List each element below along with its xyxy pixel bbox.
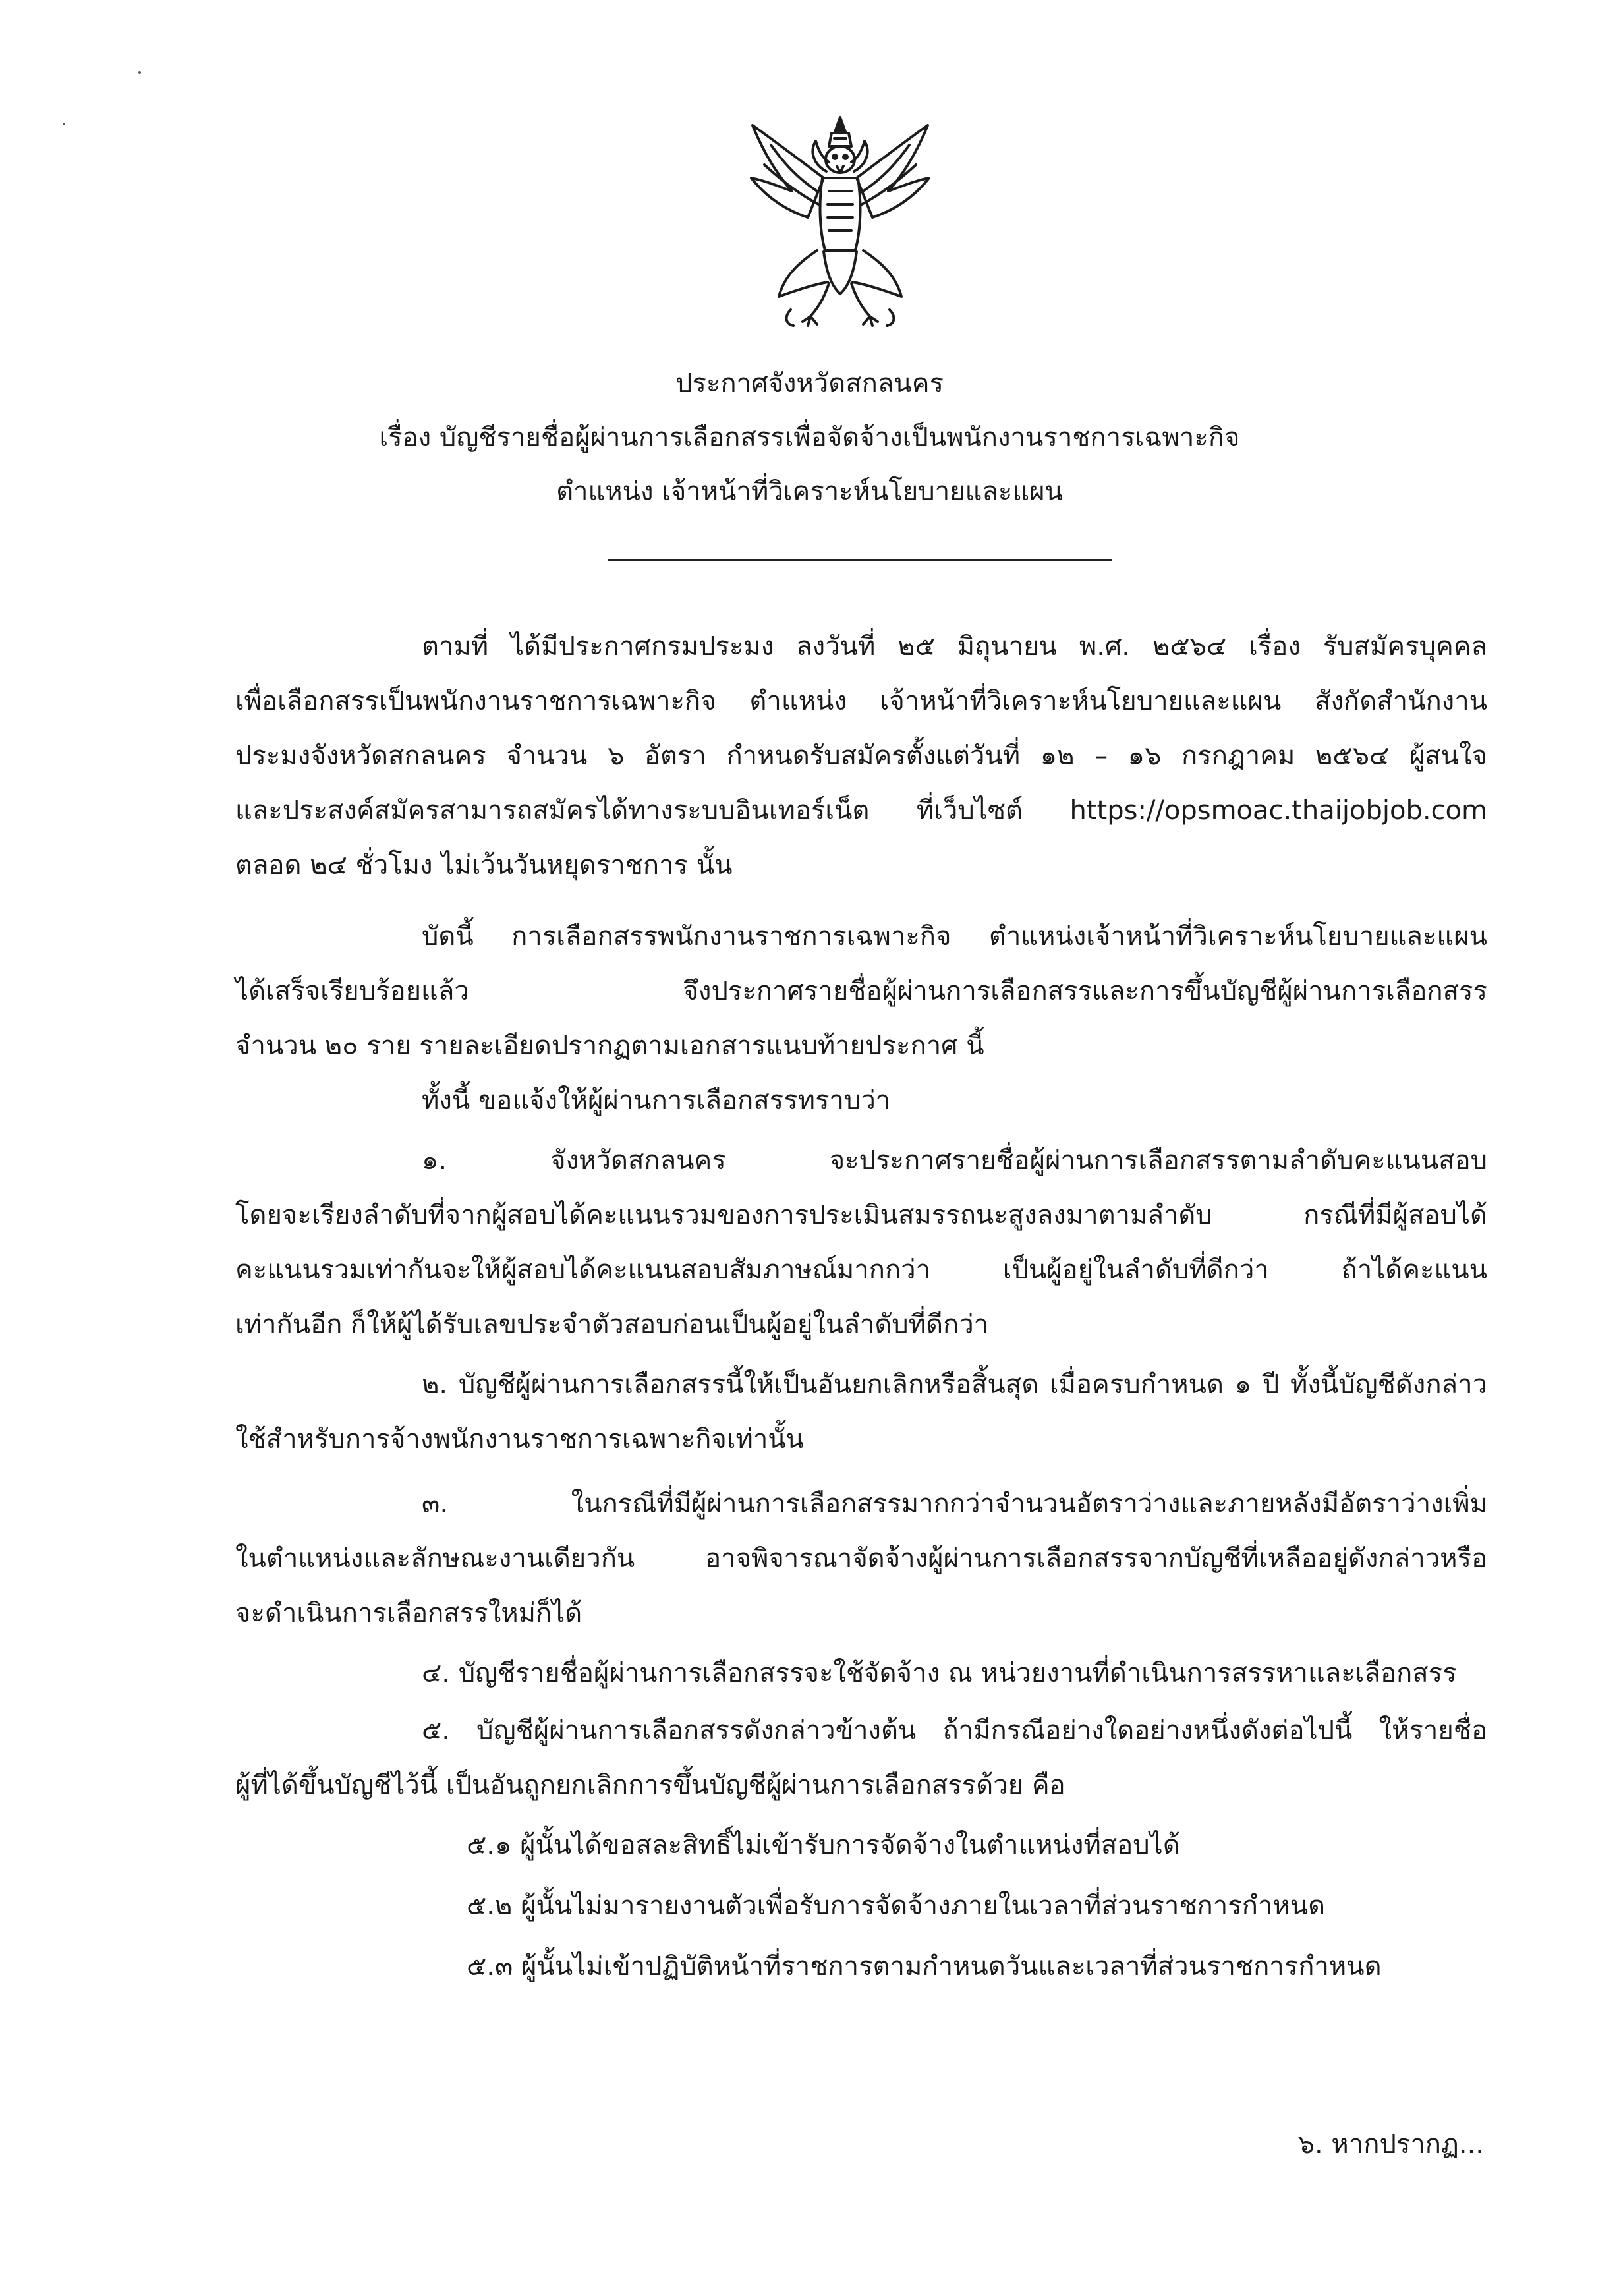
paragraph-1-line: เพื่อเลือกสรรเป็นพนักงานราชการเฉพาะกิจ ตำแหน่ง เจ้าหน้าที่วิเคราะห์นโยบายและแผน สังกัดสำนักงาน [235,686,1487,716]
paragraph-1-line: ตามที่ ได้มีประกาศกรมประมง ลงวันที่ ๒๕ มิถุนายน พ.ศ. ๒๕๖๔ เรื่อง รับสมัครบุคคล [422,631,1487,662]
paragraph-3: ทั้งนี้ ขอแจ้งให้ผู้ผ่านการเลือกสรรทราบว่า [422,1085,891,1116]
item-5-line: ๕. บัญชีผู้ผ่านการเลือกสรรดังกล่าวข้างต้น ถ้ามีกรณีอย่างใดอย่างหนึ่งดังต่อไปนี้ ให้รายชื่อ [422,1715,1487,1746]
item-1-line: คะแนนรวมเท่ากันจะให้ผู้สอบได้คะแนนสอบสัมภาษณ์มากกว่า เป็นผู้อยู่ในลำดับที่ดีกว่า ถ้าได้คะแนน [235,1255,1487,1285]
paragraph-2-line: จำนวน ๒๐ ราย รายละเอียดปรากฏตามเอกสารแนบท้ายประกาศ นี้ [235,1031,984,1061]
scan-speck [63,123,65,125]
paragraph-1-line: และประสงค์สมัครสามารถสมัครได้ทางระบบอินเทอร์เน็ต ที่เว็บไซต์ https://opsmoac.thaijobjob.com [235,795,1487,826]
announcement-position: ตำแหน่ง เจ้าหน้าที่วิเคราะห์นโยบายและแผน [556,476,1063,507]
item-3-line: จะดำเนินการเลือกสรรใหม่ก็ได้ [235,1598,582,1628]
sub-item-5-1: ๕.๑ ผู้นั้นได้ขอสละสิทธิ์ไม่เข้ารับการจัดจ้างในตำแหน่งที่สอบได้ [467,1830,1180,1860]
announcement-title: ประกาศจังหวัดสกลนคร [675,368,944,399]
scan-speck [138,71,141,74]
paragraph-1-line: ตลอด ๒๔ ชั่วโมง ไม่เว้นวันหยุดราชการ นั้น [235,850,733,880]
item-4: ๔. บัญชีรายชื่อผู้ผ่านการเลือกสรรจะใช้จัดจ้าง ณ หน่วยงานที่ดำเนินการสรรหาและเลือกสรร [422,1658,1457,1688]
item-1-line: โดยจะเรียงลำดับที่จากผู้สอบได้คะแนนรวมของการประเมินสมรรถนะสูงลงมาตามลำดับ กรณีที่มีผู้สอบได้ [235,1200,1487,1230]
item-3-line: ในตำแหน่งและลักษณะงานเดียวกัน อาจพิจารณาจัดจ้างผู้ผ่านการเลือกสรรจากบัญชีที่เหลืออยู่ดังกล่าวหรือ [235,1543,1487,1574]
item-1-line: เท่ากันอีก ก็ให้ผู้ได้รับเลขประจำตัวสอบก่อนเป็นผู้อยู่ในลำดับที่ดีกว่า [235,1309,989,1340]
item-3-line: ๓. ในกรณีที่มีผู้ผ่านการเลือกสรรมากกว่าจำนวนอัตราว่างและภายหลังมีอัตราว่างเพิ่ม [422,1489,1487,1519]
item-5-line: ผู้ที่ได้ขึ้นบัญชีไว้นี้ เป็นอันถูกยกเลิกการขึ้นบัญชีผู้ผ่านการเลือกสรรด้วย คือ [235,1770,1065,1800]
sub-item-5-2: ๕.๒ ผู้นั้นไม่มารายงานตัวเพื่อรับการจัดจ้างภายในเวลาที่ส่วนราชการกำหนด [467,1891,1326,1921]
paragraph-1-line: ประมงจังหวัดสกลนคร จำนวน ๖ อัตรา กำหนดรับสมัครตั้งแต่วันที่ ๑๒ – ๑๖ กรกฎาคม ๒๕๖๔ ผู้สนใจ [235,741,1487,771]
continuation-note: ๖. หากปรากฏ... [1297,2129,1484,2160]
paragraph-2-line: บัดนี้ การเลือกสรรพนักงานราชการเฉพาะกิจ ตำแหน่งเจ้าหน้าที่วิเคราะห์นโยบายและแผน [422,921,1487,952]
garuda-emblem-icon [745,112,936,330]
header-divider [608,559,1112,561]
paragraph-2-line: ได้เสร็จเรียบร้อยแล้ว จึงประกาศรายชื่อผู้ผ่านการเลือกสรรและการขึ้นบัญชีผู้ผ่านการเลือกสรร [235,976,1487,1006]
announcement-subject: เรื่อง บัญชีรายชื่อผู้ผ่านการเลือกสรรเพื่อจัดจ้างเป็นพนักงานราชการเฉพาะกิจ [379,422,1240,453]
item-2-line: ใช้สำหรับการจ้างพนักงานราชการเฉพาะกิจเท่านั้น [235,1424,804,1454]
item-2-line: ๒. บัญชีผู้ผ่านการเลือกสรรนี้ให้เป็นอันยกเลิกหรือสิ้นสุด เมื่อครบกำหนด ๑ ปี ทั้งนี้บัญชีดังกล่าว [422,1369,1487,1400]
item-1-line: ๑. จังหวัดสกลนคร จะประกาศรายชื่อผู้ผ่านการเลือกสรรตามลำดับคะแนนสอบ [422,1145,1487,1176]
sub-item-5-3: ๕.๓ ผู้นั้นไม่เข้าปฏิบัติหน้าที่ราชการตามกำหนดวันและเวลาที่ส่วนราชการกำหนด [467,1951,1382,1982]
